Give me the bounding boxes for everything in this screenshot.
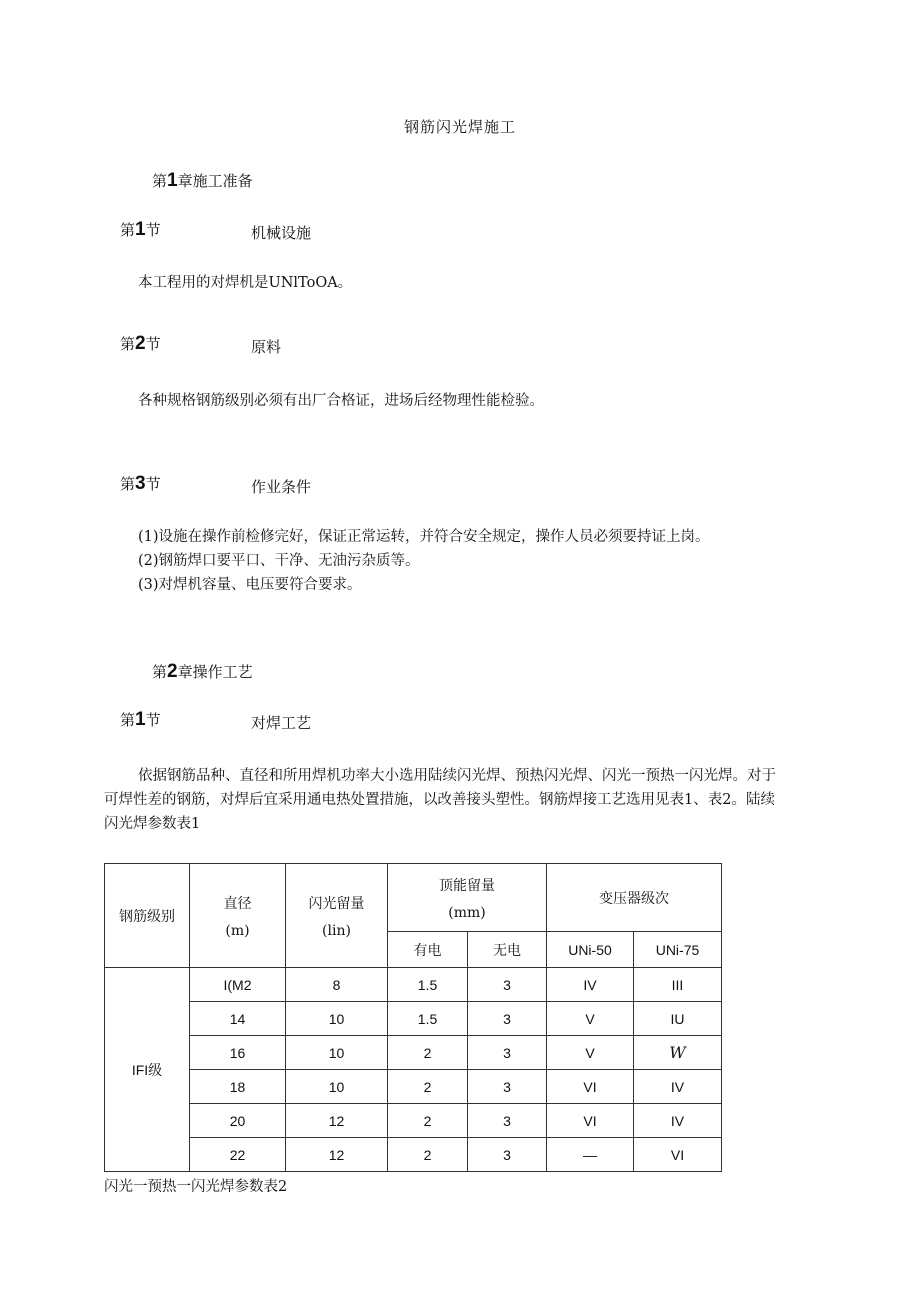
- section-suffix: 节: [145, 221, 161, 239]
- table-row: [105, 1104, 722, 1138]
- table-row: [105, 1036, 722, 1070]
- list-item: (1)设施在操作前检修完好，保证正常运转，并符合安全规定，操作人员必须要持证上岗。: [138, 529, 710, 545]
- flash-cell: 12: [286, 1138, 388, 1172]
- with-power-cell: 1.5: [388, 968, 468, 1002]
- chapter-1-heading: [152, 170, 253, 192]
- with-power-cell: 2: [388, 1104, 468, 1138]
- uni75-cell: IU: [634, 1002, 722, 1036]
- with-power-cell: 2: [388, 1070, 468, 1104]
- header-grade: 钢筋级别: [105, 864, 190, 968]
- flash-cell: 12: [286, 1104, 388, 1138]
- no-power-cell: 3: [468, 1002, 547, 1036]
- section-1-2-label: [120, 333, 161, 355]
- header-with-power: 有电: [388, 932, 468, 968]
- diameter-cell: 18: [190, 1070, 286, 1104]
- section-2-1-label: [120, 709, 161, 731]
- diameter-cell: I(M2: [190, 968, 286, 1002]
- section-2-1-body-line1: 依据钢筋品种、直径和所用焊机功率大小选用陆续闪光焊、预热闪光焊、闪光一预热一闪光焊。对于: [138, 768, 776, 784]
- no-power-cell: 3: [468, 1138, 547, 1172]
- no-power-cell: 3: [468, 1070, 547, 1104]
- chapter-prefix: 第: [152, 172, 168, 190]
- flash-cell: 10: [286, 1070, 388, 1104]
- uni75-cell: W: [634, 1036, 722, 1070]
- section-2-1-title: 对焊工艺: [251, 714, 312, 732]
- uni50-cell: IV: [547, 968, 634, 1002]
- table-header-row: [105, 864, 722, 932]
- section-suffix: 节: [145, 335, 161, 353]
- section-1-3-title: 作业条件: [251, 478, 312, 496]
- header-uni-50: UNi-50: [547, 932, 634, 968]
- with-power-cell: 2: [388, 1036, 468, 1070]
- header-flash-allowance: 闪光留量 (lin): [286, 864, 388, 968]
- chapter-number: 2: [167, 661, 178, 682]
- diameter-cell: 14: [190, 1002, 286, 1036]
- section-1-2-body: 各种规格钢筋级别必须有出厂合格证，进场后经物理性能检验。: [138, 393, 544, 409]
- uni50-cell: V: [547, 1002, 634, 1036]
- section-number: 2: [135, 333, 146, 354]
- diameter-cell: 22: [190, 1138, 286, 1172]
- list-item: (3)对焊机容量、电压要符合要求。: [138, 577, 362, 593]
- no-power-cell: 3: [468, 968, 547, 1002]
- chapter-title: 章施工准备: [177, 172, 253, 190]
- section-number: 3: [135, 473, 146, 494]
- uni75-cell: III: [634, 968, 722, 1002]
- table-2-caption: 闪光一预热一闪光焊参数表2: [104, 1179, 288, 1195]
- document-title: 钢筋闪光焊施工: [403, 118, 516, 136]
- section-2-1-body-line2: 可焊性差的钢筋，对焊后宜采用通电热处置措施，以改善接头塑性。钢筋焊接工艺选用见表1、表2。陆续: [104, 792, 775, 808]
- section-number: 1: [135, 219, 146, 240]
- section-suffix: 节: [145, 711, 161, 729]
- section-1-1-title: 机械设施: [251, 224, 312, 242]
- chapter-title: 章操作工艺: [177, 663, 253, 681]
- section-suffix: 节: [145, 475, 161, 493]
- table-row: [105, 1138, 722, 1172]
- section-1-3-label: [120, 473, 161, 495]
- section-number: 1: [135, 709, 146, 730]
- with-power-cell: 1.5: [388, 1002, 468, 1036]
- header-uni-75: UNi-75: [634, 932, 722, 968]
- section-1-1-label: [120, 219, 161, 241]
- no-power-cell: 3: [468, 1036, 547, 1070]
- chapter-2-heading: [152, 661, 253, 683]
- section-prefix: 第: [120, 335, 136, 353]
- section-1-1-body: 本工程用的对焊机是UNlToOA。: [138, 275, 353, 291]
- section-prefix: 第: [120, 711, 136, 729]
- uni75-cell: VI: [634, 1138, 722, 1172]
- with-power-cell: 2: [388, 1138, 468, 1172]
- diameter-cell: 16: [190, 1036, 286, 1070]
- table-row: [105, 1002, 722, 1036]
- uni50-cell: VI: [547, 1070, 634, 1104]
- uni75-cell: IV: [634, 1070, 722, 1104]
- chapter-prefix: 第: [152, 663, 168, 681]
- section-1-2-title: 原料: [251, 338, 282, 356]
- uni50-cell: VI: [547, 1104, 634, 1138]
- section-prefix: 第: [120, 221, 136, 239]
- no-power-cell: 3: [468, 1104, 547, 1138]
- table-row: [105, 1070, 722, 1104]
- uni50-cell: —: [547, 1138, 634, 1172]
- table-row: [105, 968, 722, 1002]
- header-upset-allowance: 顶能留量 (mm): [388, 864, 547, 932]
- header-no-power: 无电: [468, 932, 547, 968]
- uni50-cell: V: [547, 1036, 634, 1070]
- section-prefix: 第: [120, 475, 136, 493]
- flash-cell: 10: [286, 1036, 388, 1070]
- header-transformer-level: 变压器级次: [547, 864, 722, 932]
- uni75-cell: IV: [634, 1104, 722, 1138]
- grade-cell: IFI级: [105, 968, 190, 1172]
- flash-weld-parameter-table: [104, 863, 722, 1172]
- diameter-cell: 20: [190, 1104, 286, 1138]
- list-item: (2)钢筋焊口要平口、干净、无油污杂质等。: [138, 553, 420, 569]
- chapter-number: 1: [167, 170, 178, 191]
- flash-cell: 10: [286, 1002, 388, 1036]
- flash-cell: 8: [286, 968, 388, 1002]
- table-1-caption: 闪光焊参数表1: [104, 816, 201, 832]
- header-diameter: 直径 (m): [190, 864, 286, 968]
